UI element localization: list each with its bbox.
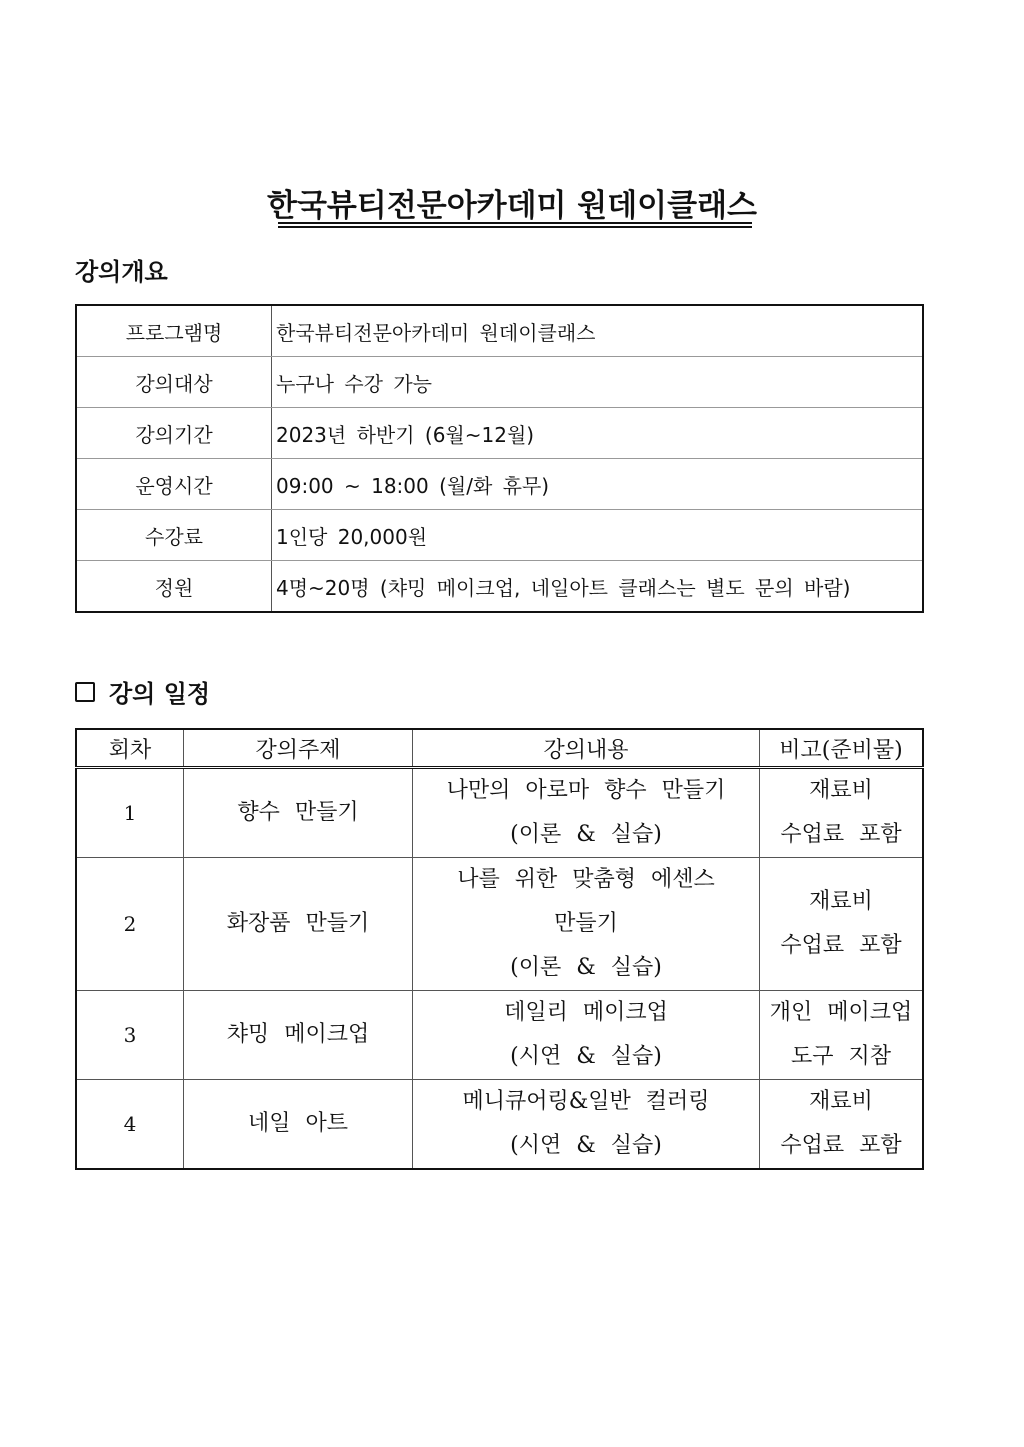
session-note xyxy=(760,858,924,991)
table-row xyxy=(76,768,923,858)
overview-value: 4명~20명 (챠밍 메이크업, 네일아트 클래스는 별도 문의 바람) xyxy=(272,561,924,613)
overview-value: 1인당 20,000원 xyxy=(272,510,924,561)
page-title: 한국뷰티전문아카데미 원데이클래스 xyxy=(267,188,757,224)
session-content xyxy=(413,1080,760,1170)
session-content xyxy=(413,768,760,858)
overview-label: 수강료 xyxy=(76,510,272,561)
note-line: 도구 지참 xyxy=(790,1044,891,1069)
table-row xyxy=(76,991,923,1080)
session-topic: 화장품 만들기 xyxy=(184,858,413,991)
session-number: 4 xyxy=(76,1080,184,1170)
overview-row xyxy=(76,408,923,459)
content-line: 나를 위한 맞춤형 에센스 xyxy=(457,867,715,892)
note-line: 수업료 포함 xyxy=(780,822,902,847)
schedule-heading-text: 강의 일정 xyxy=(109,680,211,708)
overview-label: 프로그램명 xyxy=(76,305,272,357)
overview-label: 운영시간 xyxy=(76,459,272,510)
overview-value: 2023년 하반기 (6월~12월) xyxy=(272,408,924,459)
session-note xyxy=(760,768,924,858)
session-topic: 네일 아트 xyxy=(184,1080,413,1170)
table-row xyxy=(76,1080,923,1170)
overview-row xyxy=(76,305,923,357)
title-double-underline xyxy=(278,222,752,228)
checkbox-icon xyxy=(75,682,95,702)
schedule-heading xyxy=(75,674,210,709)
session-topic: 향수 만들기 xyxy=(184,768,413,858)
content-line: 메니큐어링&일반 컬러링 xyxy=(462,1089,710,1114)
overview-row xyxy=(76,459,923,510)
overview-row xyxy=(76,357,923,408)
session-number: 3 xyxy=(76,991,184,1080)
overview-label: 강의기간 xyxy=(76,408,272,459)
content-line: (시연 & 실습) xyxy=(510,1133,662,1158)
overview-row xyxy=(76,561,923,613)
column-header-note: 비고(준비물) xyxy=(760,729,924,768)
session-number: 2 xyxy=(76,858,184,991)
session-number: 1 xyxy=(76,768,184,858)
content-line: (이론 & 실습) xyxy=(510,822,662,847)
column-header-content: 강의내용 xyxy=(413,729,760,768)
note-line: 재료비 xyxy=(809,1089,873,1114)
overview-label: 강의대상 xyxy=(76,357,272,408)
content-line: 데일리 메이크업 xyxy=(504,1000,668,1025)
schedule-table xyxy=(75,728,924,1170)
overview-value: 한국뷰티전문아카데미 원데이클래스 xyxy=(272,305,924,357)
schedule-header-row xyxy=(76,729,923,768)
content-line: 나만의 아로마 향수 만들기 xyxy=(446,778,726,803)
note-line: 수업료 포함 xyxy=(780,1133,902,1158)
content-line: (이론 & 실습) xyxy=(510,955,662,980)
column-header-session: 회차 xyxy=(76,729,184,768)
note-line: 재료비 xyxy=(809,778,873,803)
content-line: (시연 & 실습) xyxy=(510,1044,662,1069)
overview-row xyxy=(76,510,923,561)
overview-label: 정원 xyxy=(76,561,272,613)
note-line: 재료비 xyxy=(809,889,873,914)
note-line: 수업료 포함 xyxy=(780,933,902,958)
overview-value: 09:00 ~ 18:00 (월/화 휴무) xyxy=(272,459,924,510)
overview-table xyxy=(75,304,924,613)
session-topic: 챠밍 메이크업 xyxy=(184,991,413,1080)
session-content xyxy=(413,858,760,991)
column-header-topic: 강의주제 xyxy=(184,729,413,768)
overview-value: 누구나 수강 가능 xyxy=(272,357,924,408)
session-note xyxy=(760,1080,924,1170)
note-line: 개인 메이크업 xyxy=(769,1000,913,1025)
table-row xyxy=(76,858,923,991)
session-note xyxy=(760,991,924,1080)
session-content xyxy=(413,991,760,1080)
content-line: 만들기 xyxy=(554,911,618,936)
overview-heading: 강의개요 xyxy=(75,258,168,286)
